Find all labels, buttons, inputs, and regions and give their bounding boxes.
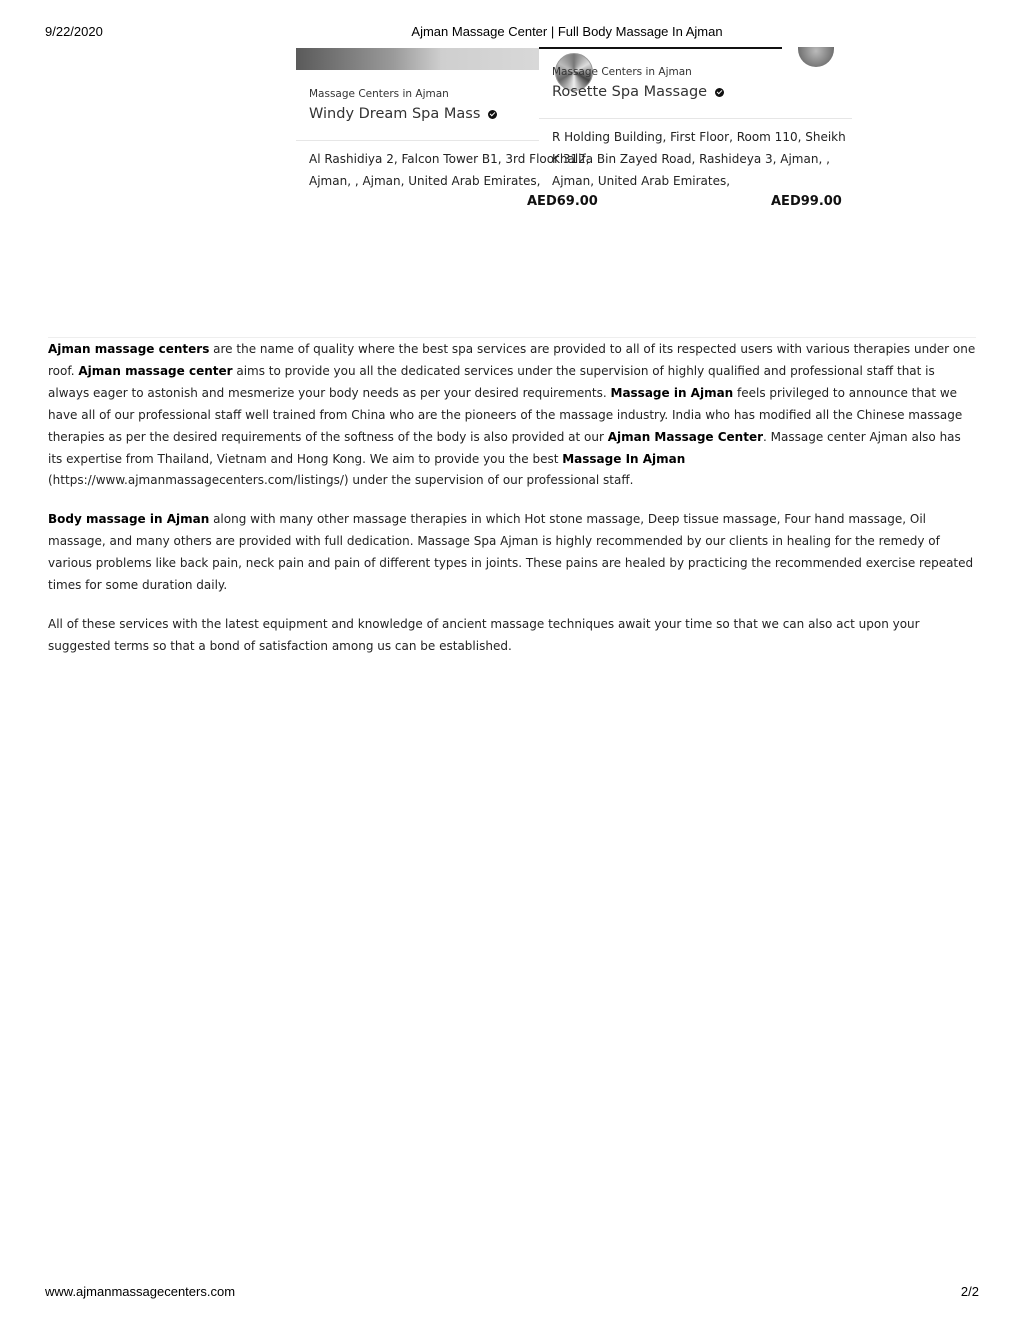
- paragraph: [48, 614, 978, 658]
- print-header: [0, 24, 1024, 42]
- bold-keyword: Ajman massage centers: [48, 342, 210, 356]
- listing-address: [309, 148, 590, 192]
- print-date: 9/22/2020: [45, 24, 103, 39]
- text-run: All of these services with the latest equipment and knowledge of ancient massage techniques await your time so that we can also act upon your suggested terms so that a bond of satisfaction among us can be established.: [48, 616, 920, 653]
- listing-price: AED99.00: [771, 194, 842, 209]
- verified-check-icon: [488, 110, 497, 119]
- print-title: Ajman Massage Center | Full Body Massage In Ajman: [411, 24, 723, 39]
- section-divider: [48, 337, 976, 338]
- listing-category[interactable]: Massage Centers in Ajman: [309, 88, 449, 100]
- listing-title[interactable]: [309, 106, 497, 122]
- owner-avatar-right[interactable]: [798, 47, 834, 67]
- listing-category[interactable]: Massage Centers in Ajman: [552, 66, 692, 78]
- bold-keyword: Ajman Massage Center: [607, 429, 764, 444]
- bold-keyword: Massage In Ajman: [562, 451, 686, 466]
- address-line: Ajman, , Ajman, United Arab Emirates,: [309, 174, 541, 188]
- address-line: R Holding Building, First Floor, Room 110, Sheikh: [552, 130, 846, 144]
- card-divider: [296, 140, 539, 141]
- text-run: feels privileged to announce that we have all of our professional staff well trained from China who are the pioneers of the massage industry. India who has modified all the Chinese massage therapies as per the desired requirements of the softness of the body is also provided at our: [48, 385, 963, 444]
- address-line: Al Rashidiya 2, Falcon Tower B1, 3rd Floor 312,: [309, 152, 590, 166]
- listing-image-rosette[interactable]: [539, 47, 782, 49]
- bold-keyword: Body massage in Ajman: [48, 512, 210, 527]
- listing-image-windy-dream[interactable]: [296, 48, 539, 70]
- listing-card-windy-dream[interactable]: [309, 88, 497, 122]
- paragraph: [48, 339, 978, 492]
- bold-keyword: Massage in Ajman: [610, 385, 734, 400]
- address-line: Ajman, United Arab Emirates,: [552, 174, 731, 188]
- page-number: 2/2: [960, 1284, 979, 1299]
- listing-title[interactable]: [552, 84, 724, 100]
- bold-keyword: Ajman massage center: [78, 363, 233, 378]
- print-url: www.ajmanmassagecenters.com: [45, 1284, 236, 1299]
- text-run: are the name of quality where the best spa services are provided to all of its respected users with various therapies under one roof.: [48, 342, 976, 378]
- verified-check-icon: [715, 88, 724, 97]
- listing-price: AED69.00: [527, 194, 598, 209]
- address-line: Khalifa Bin Zayed Road, Rashideya 3, Ajman, ,: [552, 152, 830, 166]
- listing-address: [552, 126, 846, 192]
- text-run: along with many other massage therapies in which Hot stone massage, Deep tissue massage, Four hand massage, Oil massage, and many others are provided with full dedication. Massage Spa Ajman is highly recommended by our clients in healing for the remedy of various problems like back pain, neck pain and pain of different types in joints. These pains are healed by practicing the recommended exercise repeated times for some duration daily.: [48, 512, 974, 593]
- text-run: aims to provide you all the dedicated services under the supervision of highly qualified and professional staff that is always eager to astonish and mesmerize your body needs as per your desired requirements.: [48, 363, 935, 400]
- text-run: (https://www.ajmanmassagecenters.com/listings/) under the supervision of our professional staff.: [48, 473, 634, 488]
- text-run: . Massage center Ajman also has its expertise from Thailand, Vietnam and Hong Kong. We aim to provide you the best: [48, 429, 961, 466]
- card-divider: [539, 118, 852, 119]
- listing-title-text[interactable]: Rosette Spa Massage: [552, 84, 708, 100]
- paragraph: [48, 509, 978, 597]
- article-body: [48, 339, 978, 675]
- listing-title-text[interactable]: Windy Dream Spa Mass: [309, 106, 481, 122]
- listing-card-rosette[interactable]: [552, 66, 724, 100]
